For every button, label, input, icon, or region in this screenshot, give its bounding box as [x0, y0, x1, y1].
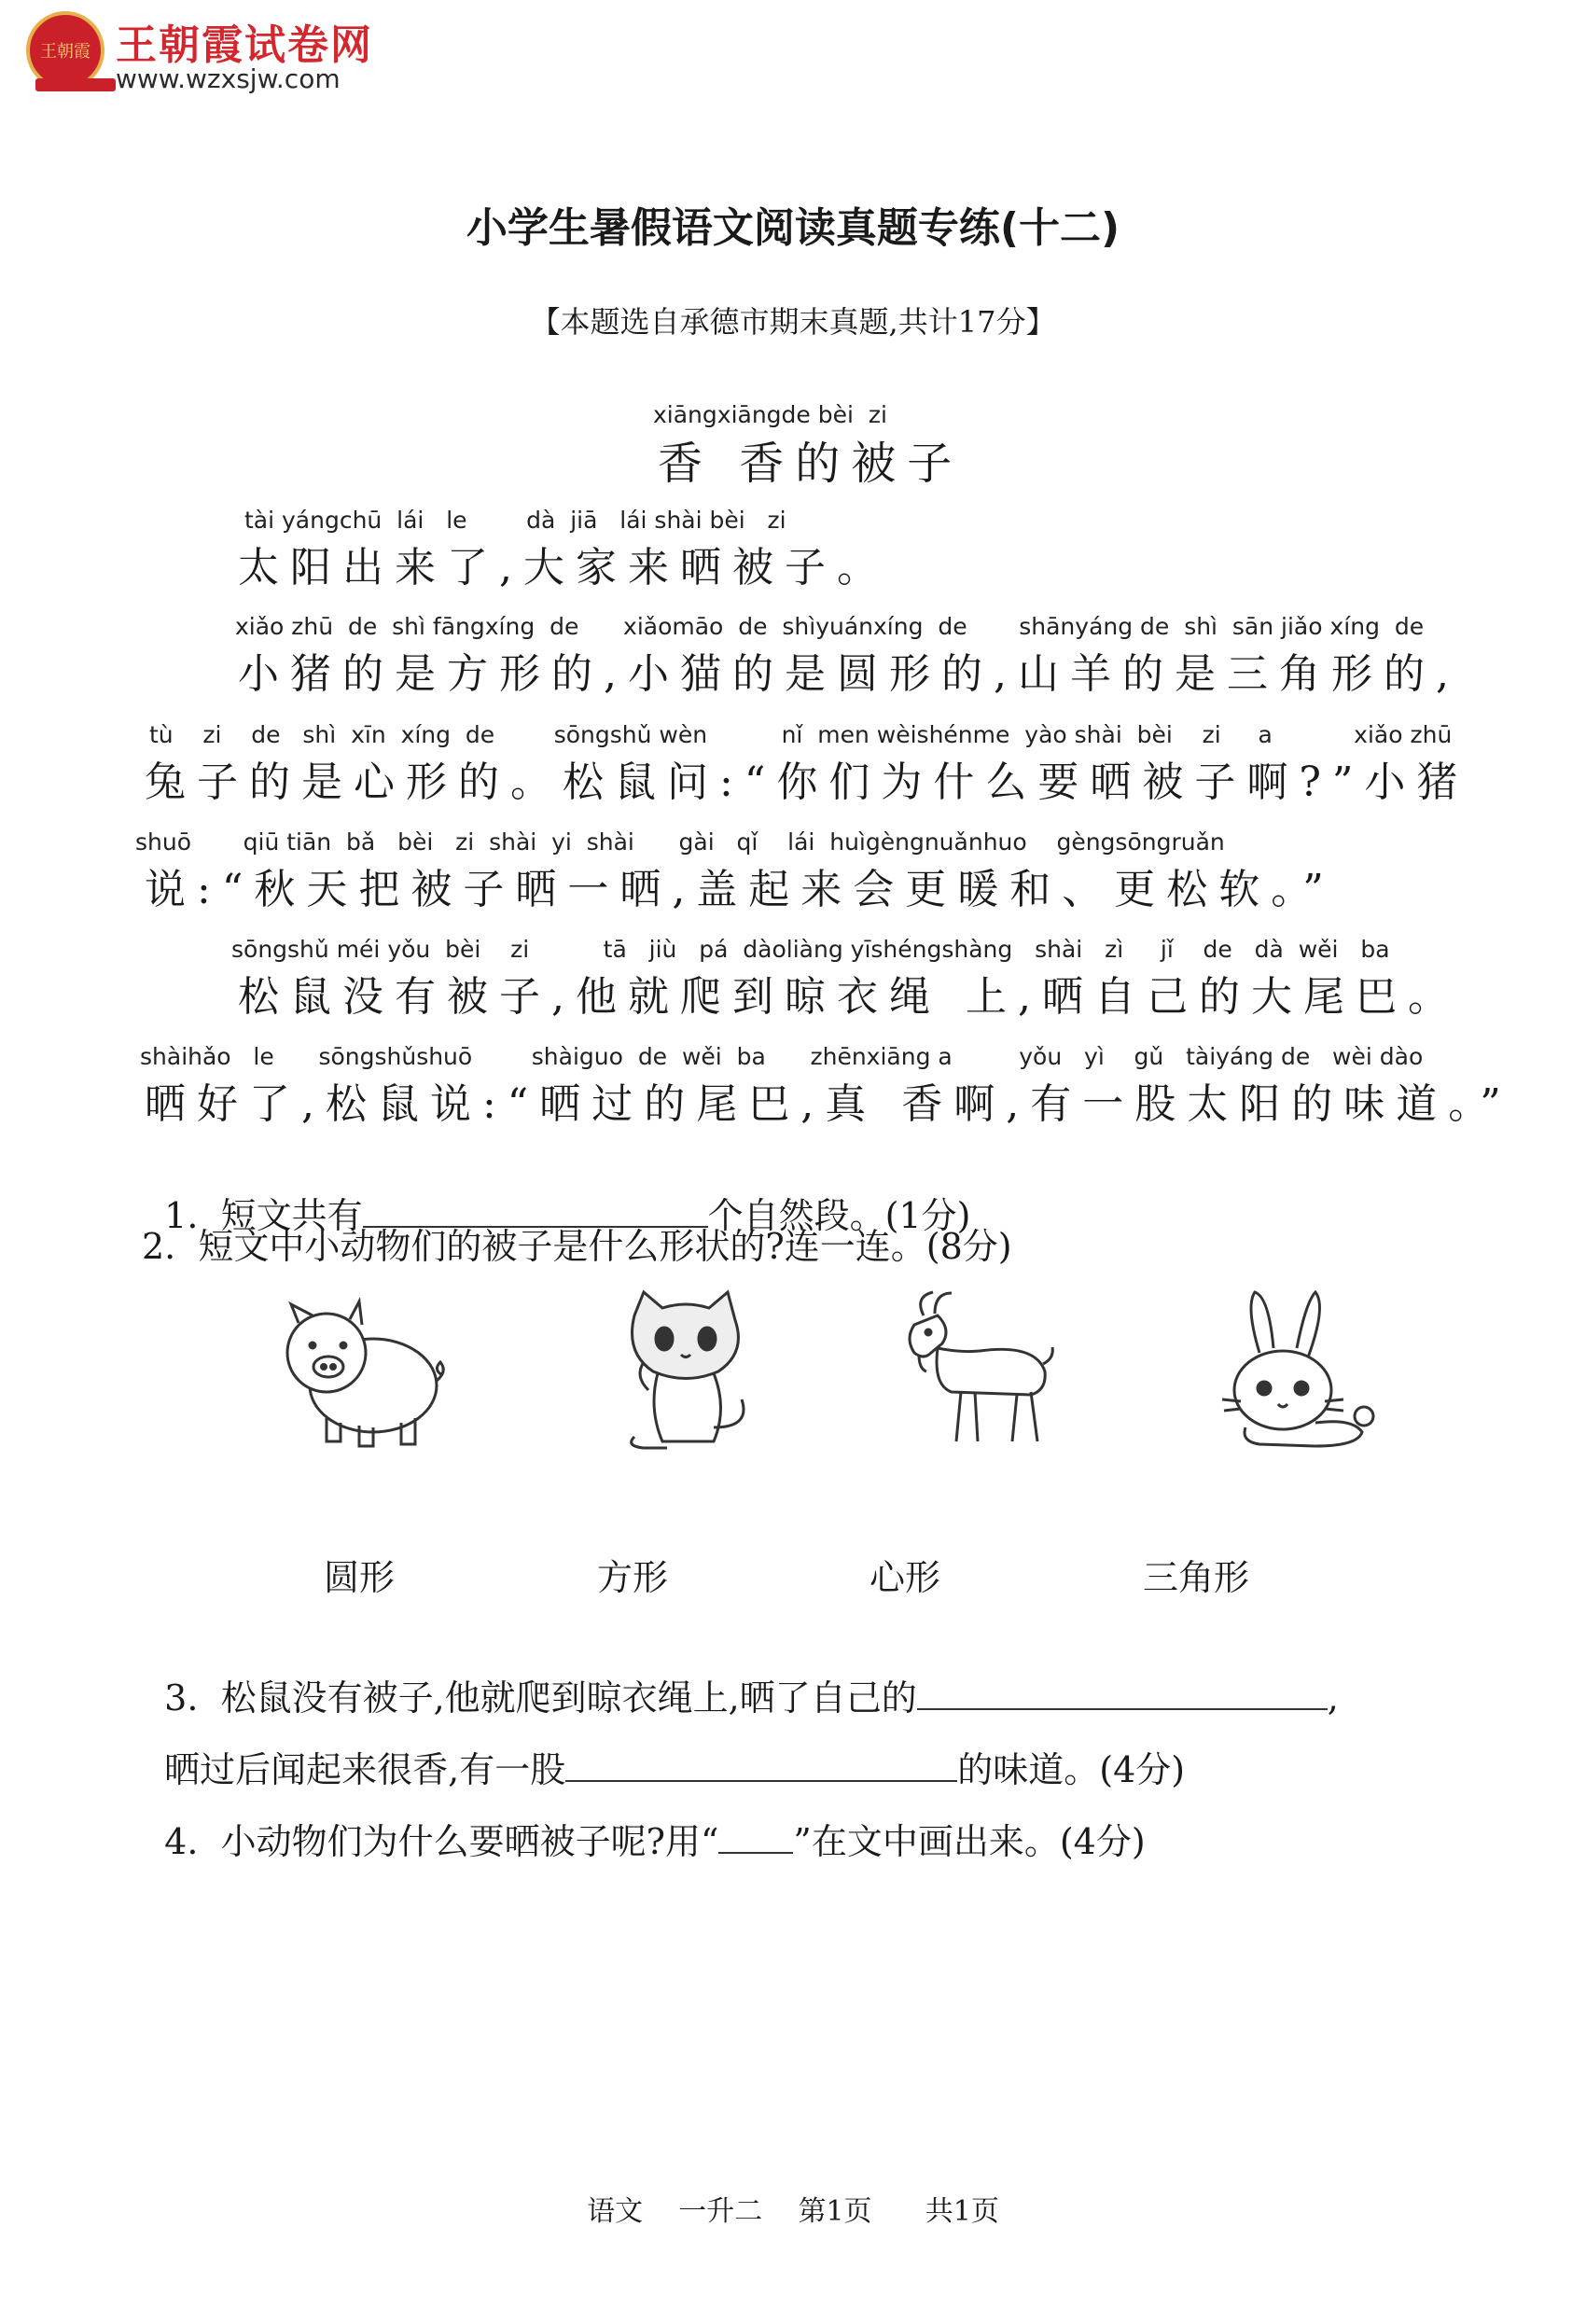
hanzi-line: 松鼠没有被子,他就爬到晾衣绳 上,晒自己的大尾巴。: [238, 973, 1460, 1021]
page-footer: 语文 一升二 第1页 共1页: [587, 2195, 999, 2228]
question-3-text: 3. 松鼠没有被子,他就爬到晾衣绳上,晒了自己的: [164, 1677, 917, 1719]
question-1-suffix: 个自然段。(1分): [707, 1195, 971, 1236]
question-1-text: 1. 短文共有: [164, 1195, 363, 1236]
pinyin-line: sōngshǔ méi yǒu bèi zi tā jiù pá dàoliàng yīshéngshàng shài zì jǐ de dà wěi ba: [231, 936, 1390, 963]
shape-label-circle: 圆形: [324, 1557, 396, 1598]
seal-ribbon: [35, 78, 116, 91]
pig-icon: [271, 1287, 448, 1455]
question-3-comma: ,: [1327, 1677, 1339, 1719]
shape-label-heart: 心形: [870, 1557, 941, 1598]
hanzi-line: 兔子的是心形的。松鼠问:“你们为什么要晒被子啊?”小猪: [145, 758, 1469, 806]
pinyin-line: tài yángchū lái le dà jiā lái shài bèi zi: [244, 507, 786, 534]
rabbit-icon: [1203, 1287, 1381, 1455]
pinyin-line: shuō qiū tiān bǎ bèi zi shài yi shài gài qǐ lái huìgèngnuǎnhuo gèngsōngruǎn: [135, 828, 1225, 856]
goat-icon: [886, 1287, 1064, 1455]
underline-sample: [718, 1820, 793, 1854]
page-subtitle: 【本题选自承德市期末真题,共计17分】: [530, 304, 1056, 340]
pinyin-line: xiǎo zhū de shì fāngxíng de xiǎomāo de shìyuánxíng de shānyáng de shì sān jiǎo xíng de: [235, 613, 1425, 640]
question-3-line2-suffix: 的味道。(4分): [957, 1749, 1186, 1790]
shape-label-square: 方形: [597, 1557, 669, 1598]
site-logo: [26, 11, 437, 101]
cat-icon: [597, 1287, 774, 1455]
story-title: 香 香的被子: [658, 438, 964, 490]
pinyin-line: tù zi de shì xīn xíng de sōngshǔ wèn nǐ men wèishénme yào shài bèi zi a xiǎo zhū: [149, 721, 1453, 748]
site-url: www.wzxsjw.com: [116, 63, 341, 94]
story-title-pinyin: xiāngxiāngde bèi zi: [653, 401, 887, 428]
seal-text: 王朝霞: [40, 42, 90, 62]
hanzi-line: 太阳出来了,大家来晒被子。: [238, 544, 889, 591]
question-4-suffix: ”在文中画出来。(4分): [793, 1821, 1146, 1862]
hanzi-line: 晒好了,松鼠说:“晒过的尾巴,真 香啊,有一股太阳的味道。”: [145, 1080, 1512, 1128]
question-3-line2-text: 晒过后闻起来很香,有一股: [164, 1749, 566, 1790]
pinyin-line: shàihǎo le sōngshǔshuō shàiguo de wěi ba zhēnxiāng a yǒu yì gǔ tàiyáng de wèi dào: [140, 1043, 1424, 1070]
page-title: 小学生暑假语文阅读真题专练(十二): [466, 204, 1120, 252]
question-4: [142, 1772, 1146, 1864]
hanzi-line: 小猪的是方形的,小猫的是圆形的,山羊的是三角形的,: [238, 650, 1460, 698]
question-4-text: 4. 小动物们为什么要晒被子呢?用“: [164, 1821, 719, 1862]
question-2: 2. 短文中小动物们的被子是什么形状的?连一连。(8分): [142, 1226, 1012, 1267]
hanzi-line: 说:“秋天把被子晒一晒,盖起来会更暖和、更松软。”: [145, 866, 1335, 913]
brand-name: 王朝霞试卷网: [116, 21, 373, 69]
shape-label-triangle: 三角形: [1143, 1557, 1250, 1598]
